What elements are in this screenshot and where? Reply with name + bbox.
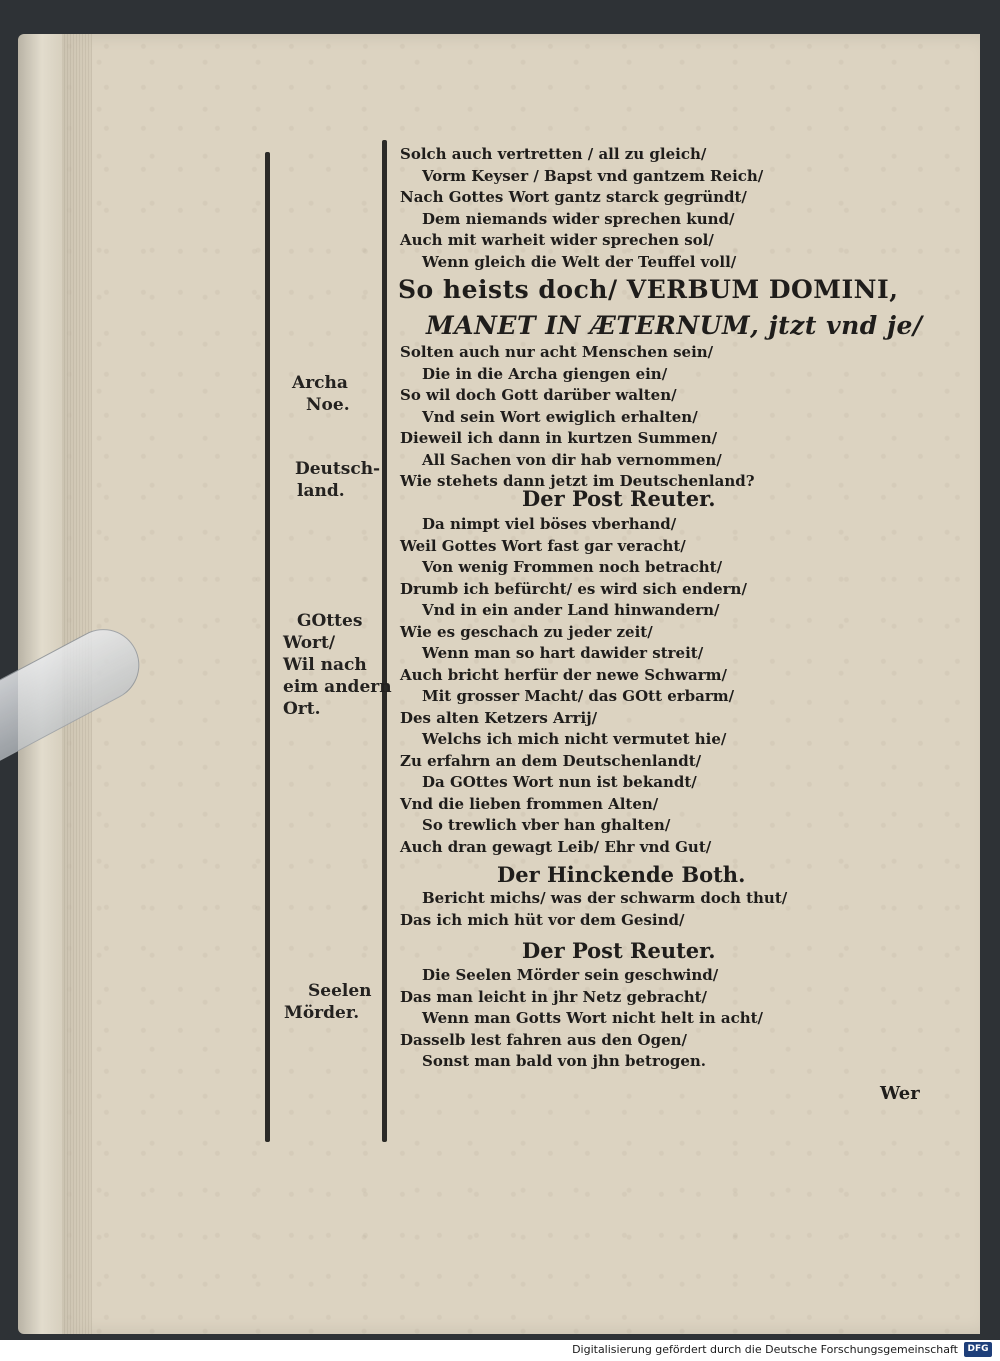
verse-line: Die in die Archa giengen ein/ xyxy=(422,364,668,383)
verse-line: Vnd sein Wort ewiglich erhalten/ xyxy=(422,407,698,426)
verse-line: Solch auch vertretten / all zu gleich/ xyxy=(400,145,707,163)
verse-line: Zu erfahrn an dem Deutschenlandt/ xyxy=(400,751,702,770)
verse-line: Vnd in ein ander Land hinwandern/ xyxy=(422,601,720,619)
verse-line: Weil Gottes Wort fast gar veracht/ xyxy=(400,536,686,555)
verse-line: So trewlich vber han ghalten/ xyxy=(422,816,671,834)
verse-line: Dieweil ich dann in kurtzen Summen/ xyxy=(400,429,718,447)
verse-line: Wenn man so hart dawider streit/ xyxy=(422,644,704,662)
margin-note-archa xyxy=(292,372,350,416)
motto-verbum-domini xyxy=(398,272,968,344)
verse-line: Welchs ich mich nicht vermutet hie/ xyxy=(422,730,727,748)
margin-note-line: Seelen xyxy=(308,981,372,1001)
speaker-heading: Der Post Reuter. xyxy=(522,486,716,511)
margin-note-line: land. xyxy=(297,481,345,501)
verse-line: Da GOttes Wort nun ist bekandt/ xyxy=(422,773,697,791)
verse-line: Die Seelen Mörder sein geschwind/ xyxy=(422,966,719,984)
margin-note-seelen xyxy=(284,980,372,1024)
motto-line: MANET IN ÆTERNUM, jtzt vnd je/ xyxy=(426,311,923,340)
verse-line: So wil doch Gott darüber walten/ xyxy=(400,386,677,404)
speaker-heading: Der Hinckende Both. xyxy=(497,862,746,887)
verse-line: Dasselb lest fahren aus den Ogen/ xyxy=(400,1030,687,1049)
verse-line: All Sachen von dir hab vernommen/ xyxy=(422,450,722,469)
verse-line: Drumb ich befürcht/ es wird sich endern/ xyxy=(400,579,747,598)
dfg-logo: DFG xyxy=(964,1342,992,1357)
verse-line: Vnd die lieben frommen Alten/ xyxy=(400,794,659,813)
verse-line: Nach Gottes Wort gantz starck gegründt/ xyxy=(400,188,747,206)
margin-note-deutschland xyxy=(295,458,380,502)
verse-line: Bericht michs/ was der schwarm doch thut/ xyxy=(422,889,788,907)
margin-note-gottes-wort xyxy=(283,610,392,720)
verse-block-4 xyxy=(400,888,960,931)
footer-credit-text: Digitalisierung gefördert durch die Deutsche Forschungsgemeinschaft xyxy=(572,1343,958,1356)
verse-line: Wie stehets dann jetzt im Deutschenland? xyxy=(400,472,755,490)
verse-line: Wie es geschach zu jeder zeit/ xyxy=(400,622,653,641)
margin-note-line: eim andern xyxy=(283,677,392,697)
verse-line: Mit grosser Macht/ das GOtt erbarm/ xyxy=(422,687,735,705)
verse-block-3 xyxy=(400,514,960,858)
verse-line: Auch bricht herfür der newe Schwarm/ xyxy=(400,665,727,684)
verse-line: Vorm Keyser / Bapst vnd gantzem Reich/ xyxy=(422,166,764,185)
verse-line: Auch mit warheit wider sprechen sol/ xyxy=(400,231,714,249)
motto-line: So heists doch/ VERBUM DOMINI, xyxy=(398,275,899,304)
margin-note-line: Wort/ xyxy=(283,633,336,653)
verse-block-2 xyxy=(400,342,960,493)
verse-line: Wenn man Gotts Wort nicht helt in acht/ xyxy=(422,1009,764,1027)
verse-line: Das ich mich hüt vor dem Gesind/ xyxy=(400,910,685,929)
verse-line: Sonst man bald von jhn betrogen. xyxy=(422,1052,707,1070)
verse-line: Da nimpt viel böses vberhand/ xyxy=(422,515,677,533)
left-column-rule xyxy=(265,152,270,1142)
margin-note-line: Wil nach xyxy=(283,655,367,675)
verse-block-1 xyxy=(400,144,960,273)
margin-note-line: Deutsch- xyxy=(295,459,381,479)
speaker-heading: Der Post Reuter. xyxy=(522,938,716,963)
verse-line: Auch dran gewagt Leib/ Ehr vnd Gut/ xyxy=(400,837,712,856)
margin-note-line: Archa xyxy=(292,373,348,393)
margin-note-line: Ort. xyxy=(283,699,321,719)
verse-line: Des alten Ketzers Arrij/ xyxy=(400,708,598,727)
catchword: Wer xyxy=(880,1083,920,1104)
verse-line: Dem niemands wider sprechen kund/ xyxy=(422,209,735,228)
margin-note-line: Noe. xyxy=(306,395,350,415)
verse-line: Das man leicht in jhr Netz gebracht/ xyxy=(400,987,708,1006)
digitization-footer xyxy=(0,1340,1000,1361)
margin-note-line: GOttes xyxy=(297,611,363,631)
verse-block-5 xyxy=(400,965,960,1073)
margin-note-line: Mörder. xyxy=(284,1003,360,1023)
verse-line: Wenn gleich die Welt der Teuffel voll/ xyxy=(422,252,737,271)
verse-line: Von wenig Frommen noch betracht/ xyxy=(422,558,723,576)
verse-line: Solten auch nur acht Menschen sein/ xyxy=(400,343,714,361)
